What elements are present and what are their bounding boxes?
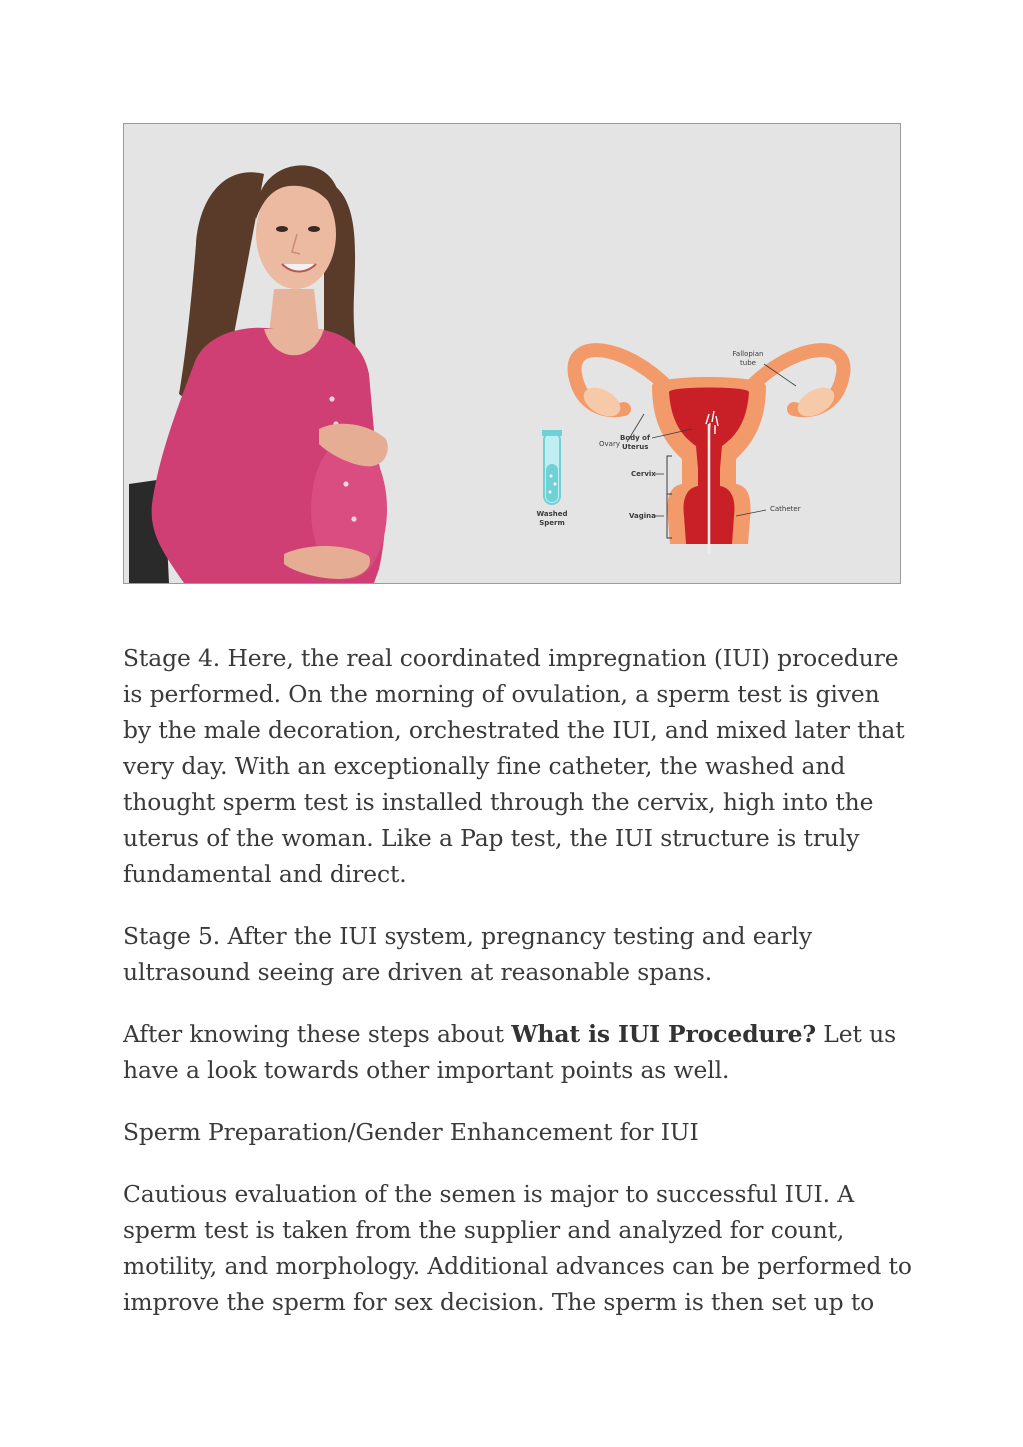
body-of-uterus-label: Body of — [620, 434, 651, 442]
vagina-label: Vagina — [629, 512, 656, 520]
sperm-preparation-heading: Sperm Preparation/Gender Enhancement for IUI — [123, 1118, 699, 1146]
article-body — [123, 640, 913, 1346]
washed-sperm-label: Washed — [536, 510, 568, 518]
paragraph-stage-5: Stage 5. After the IUI system, pregnancy testing and early ultrasound seeing are driven at reasonable spans. — [123, 922, 812, 986]
after-knowing-prefix: After knowing these steps about — [123, 1020, 512, 1048]
fallopian-tube-label-2: tube — [740, 359, 756, 367]
washed-sperm-label-2: Sperm — [539, 519, 565, 527]
uterus-diagram — [575, 350, 844, 554]
after-knowing-suffix: Let us have a look towards other important points as well. — [123, 1020, 896, 1084]
cervix-label: Cervix — [631, 470, 656, 478]
paragraph-stage-4: Stage 4. Here, the real coordinated impregnation (IUI) procedure is performed. On the morning of ovulation, a sperm test is given by the male decoration, orchestrated the IUI, and mixed later that very day. With an exceptionally fine catheter, the washed and thought sperm test is installed through the cervix, high into the uterus of the woman. Like a Pap test, the IUI structure is truly fundamental and direct. — [123, 644, 905, 888]
ovary-label: Ovary — [599, 440, 620, 448]
paragraph-after-knowing — [123, 1016, 913, 1088]
body-of-uterus-label-2: Uterus — [622, 443, 649, 451]
test-tube-icon — [542, 430, 562, 504]
paragraph-cautious-evaluation: Cautious evaluation of the semen is major to successful IUI. A sperm test is taken from the supplier and analyzed for count, motility, and morphology. Additional advances can be performed to improve the sperm for sex decision. The sperm is then set up to — [123, 1180, 912, 1316]
fallopian-tube-label: Fallopian — [732, 350, 764, 358]
pregnant-woman-image — [129, 165, 388, 583]
iui-illustration — [123, 123, 901, 584]
catheter-label: Catheter — [770, 505, 801, 513]
iui-procedure-emphasis: What is IUI Procedure? — [511, 1020, 816, 1048]
